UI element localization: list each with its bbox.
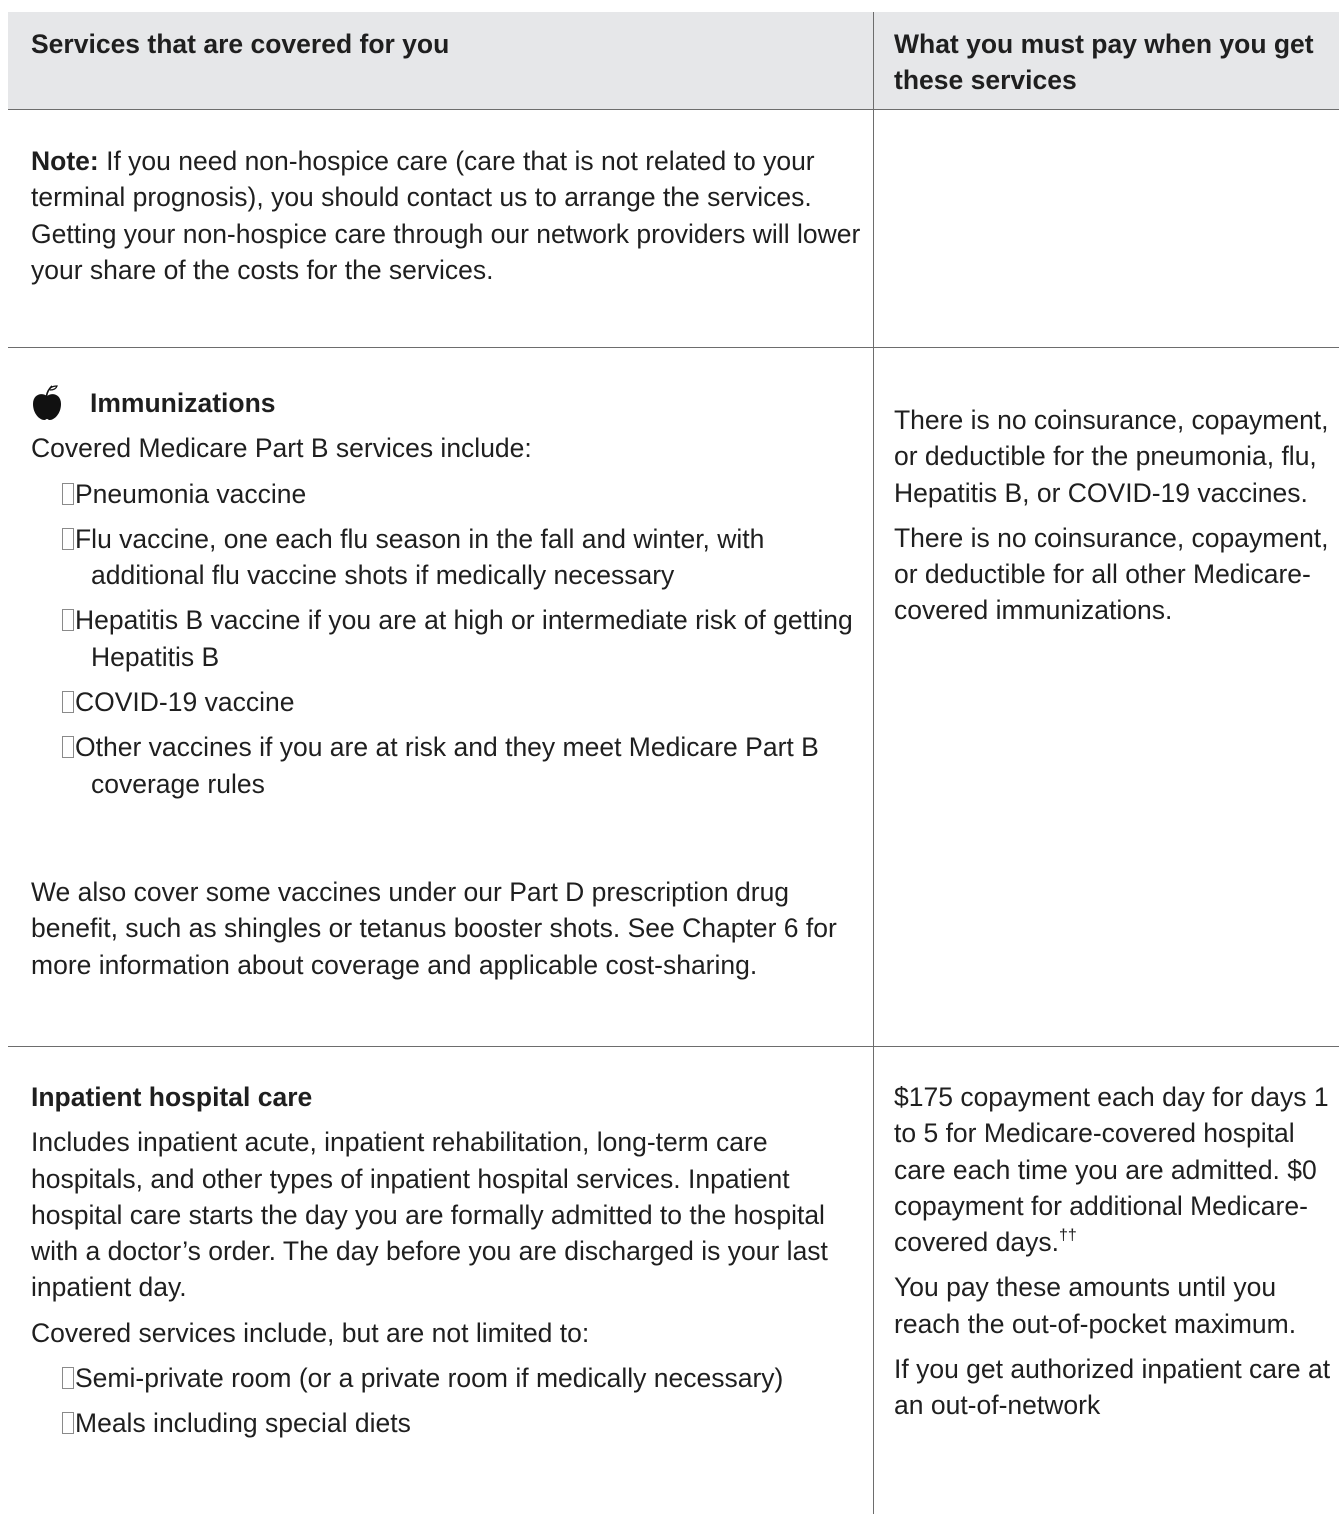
checkbox-glyph-icon — [62, 483, 74, 505]
inpatient-cost-3: If you get authorized inpatient care at an out-of-network — [894, 1354, 1331, 1421]
apple-icon — [31, 385, 63, 421]
immunizations-cell — [31, 385, 861, 983]
checkbox-glyph-icon — [62, 609, 74, 631]
note-label: Note: — [31, 146, 99, 176]
immunizations-extra: We also cover some vaccines under our Part D prescription drug benefit, such as shingles or tetanus booster shots. See Chapter 6 for more information about coverage and applicable cost-sharing. — [31, 876, 837, 980]
checkbox-glyph-icon — [62, 1412, 74, 1434]
note-body: If you need non-hospice care (care that is not related to your terminal prognosis), you should contact us to arrange the services. Getting your non-hospice care through our network providers will lower your share of the costs for the services. — [31, 146, 861, 285]
checkbox-glyph-icon — [62, 528, 74, 550]
inpatient-cost-2: You pay these amounts until you reach the out-of-pocket maximum. — [894, 1272, 1297, 1339]
immunizations-cost-2: There is no coinsurance, copayment, or deductible for all other Medicare-covered immunizations. — [894, 522, 1329, 626]
row-divider — [8, 1046, 1339, 1047]
immunizations-cost-1: There is no coinsurance, copayment, or deductible for the pneumonia, flu, Hepatitis B, or COVID-19 vaccines. — [894, 405, 1329, 508]
row-divider — [8, 347, 1339, 348]
note-cell — [31, 143, 861, 288]
inpatient-cost-1: $175 copayment each day for days 1 to 5 for Medicare-covered hospital care each time you are admitted. $0 copayment for additional Medicare-covered days.†† — [894, 1082, 1329, 1258]
note-text — [31, 143, 861, 288]
list-item: Pneumonia vaccine — [31, 476, 861, 512]
header-cost: What you must pay when you get these services — [894, 29, 1314, 96]
list-item: Semi-private room (or a private room if medically necessary) — [31, 1360, 861, 1396]
immunizations-heading — [31, 385, 861, 421]
column-divider — [873, 12, 874, 1514]
list-item: COVID-19 vaccine — [31, 684, 861, 720]
checkbox-glyph-icon — [62, 1367, 74, 1389]
list-item: Flu vaccine, one each flu season in the fall and winter, with additional flu vaccine shots if medically necessary — [31, 521, 861, 594]
inpatient-desc: Includes inpatient acute, inpatient rehabilitation, long-term care hospitals, and other types of inpatient hospital services. Inpatient hospital care starts the day you are formally admitted to the hospital with a doctor’s order. The day before you are discharged is your last inpatient day. — [31, 1127, 828, 1303]
immunizations-title: Immunizations — [90, 388, 276, 418]
list-item: Hepatitis B vaccine if you are at high or intermediate risk of getting Hepatitis B — [31, 602, 861, 675]
inpatient-cell — [31, 1079, 861, 1442]
checkbox-glyph-icon — [62, 691, 74, 713]
header-services: Services that are covered for you — [31, 29, 450, 59]
immunizations-intro: Covered Medicare Part B services include: — [31, 433, 532, 464]
inpatient-intro: Covered services include, but are not limited to: — [31, 1317, 590, 1348]
immunizations-cost-cell — [894, 402, 1334, 629]
checkbox-glyph-icon — [62, 736, 74, 758]
list-item: Meals including special diets — [31, 1405, 861, 1441]
list-item: Other vaccines if you are at risk and they meet Medicare Part B coverage rules — [31, 729, 861, 802]
inpatient-cost-cell — [894, 1079, 1334, 1424]
inpatient-title: Inpatient hospital care — [31, 1082, 313, 1112]
